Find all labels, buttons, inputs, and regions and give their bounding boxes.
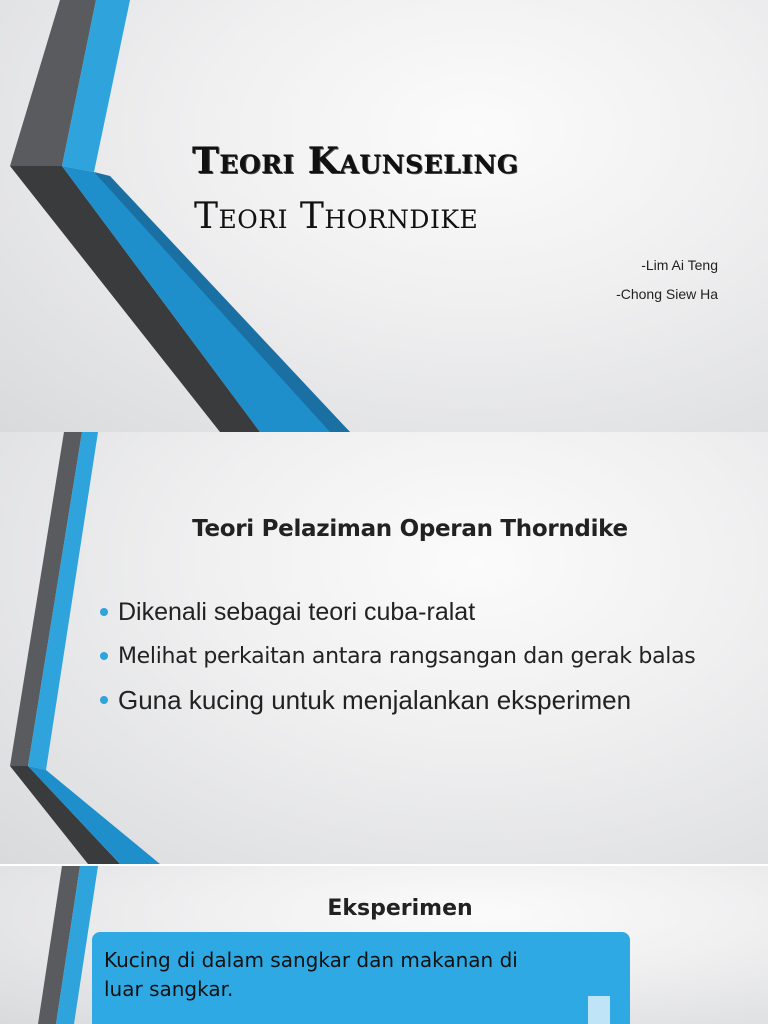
presentation-title: Teori Kaunseling	[192, 140, 519, 182]
slide-heading: Eksperimen	[327, 896, 473, 921]
bullet-text: Melihat perkaitan antara rangsangan dan gerak balas	[118, 644, 696, 669]
list-item	[100, 596, 740, 628]
slide-title	[0, 0, 768, 432]
list-item	[100, 683, 740, 717]
author-name: -Lim Ai Teng	[641, 257, 718, 273]
bullet-dot-icon	[100, 696, 108, 704]
presentation-subtitle: Teori Thorndike	[194, 196, 479, 237]
slide-experiment	[0, 866, 768, 1024]
box-text: Kucing di dalam sangkar dan makanan di luar sangkar.	[104, 948, 518, 1001]
square-icon	[588, 996, 610, 1024]
author-name: -Chong Siew Ha	[616, 286, 718, 302]
bullet-dot-icon	[100, 608, 108, 616]
bullet-dot-icon	[100, 652, 108, 660]
bullet-text: Guna kucing untuk menjalankan eksperimen	[118, 685, 632, 715]
bullet-list	[100, 596, 740, 717]
slide-content	[0, 432, 768, 864]
content-box	[92, 932, 630, 1024]
slide-heading: Teori Pelaziman Operan Thorndike	[192, 516, 628, 542]
bullet-text: Dikenali sebagai teori cuba-ralat	[118, 598, 476, 626]
list-item	[100, 640, 740, 673]
